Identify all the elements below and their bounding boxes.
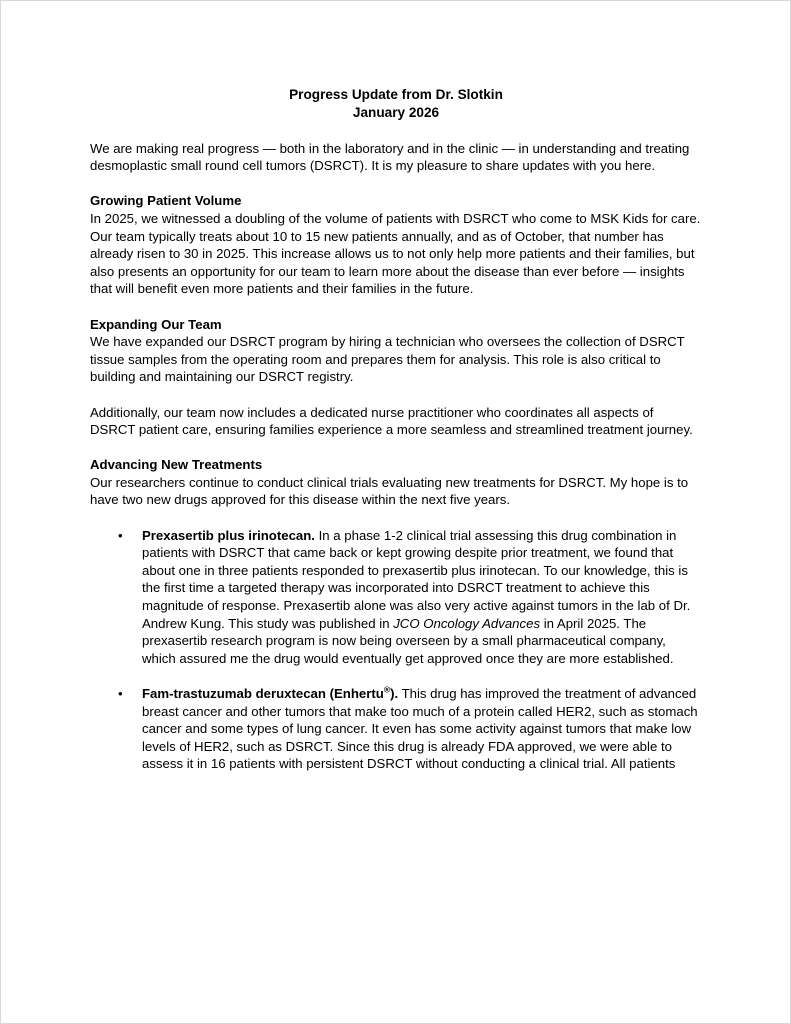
spacer [90, 509, 702, 527]
bullet-lead-prexasertib: Prexasertib plus irinotecan. [142, 527, 315, 543]
bullet-lead-enhertu-part1: Fam-trastuzumab deruxtecan (Enhertu [142, 686, 384, 701]
document-title-line1: Progress Update from Dr. Slotkin [289, 87, 503, 102]
section-paragraph-expanding-our-team-2: Additionally, our team now includes a dedicated nurse practitioner who coordinates all aspects of DSRCT patient care, ensuring families experience a more seamless and streamlined treatment journey. [90, 404, 693, 438]
section-paragraph-growing-patient-volume: In 2025, we witnessed a doubling of the volume of patients with DSRCT who come to MSK Kids for care. Our team typically treats about 10 to 15 new patients annually, and as of October, that number has already risen to 30 in 2025. This increase allows us to not only help more patients and their families, but also presents an opportunity for our team to learn more about the disease than ever before — insights that will benefit even more patients and their families in the future. [90, 210, 701, 297]
section-paragraph-expanding-our-team-1: We have expanded our DSRCT program by hiring a technician who oversees the collection of DSRCT tissue samples from the operating room and prepares them for analysis. This role is also critical to building and maintaining our DSRCT registry. [90, 334, 685, 385]
treatment-bullet-list [90, 527, 702, 773]
bullet-lead-enhertu-part2: ). [390, 686, 399, 701]
spacer [90, 439, 702, 457]
list-item [142, 527, 702, 668]
document-title [90, 86, 702, 122]
document-title-line2: January 2026 [352, 105, 440, 120]
bullet-text-prexasertib-part2: in April 2025. The prexasertib research program is now being overseen by a small pharmaceutical company, which assured me the drug would eventually get approved once they are more established. [142, 615, 674, 666]
bullet-journal-name: JCO Oncology Advances [393, 615, 541, 631]
document-content [90, 86, 702, 791]
spacer [90, 175, 702, 193]
spacer [90, 386, 702, 404]
bullet-text-prexasertib-part1: In a phase 1-2 clinical trial assessing this drug combination in patients with DSRCT that came back or kept growing despite prior treatment, we found that about one in three patients responded to prexasertib plus irinotecan. To our knowledge, this is the first time a targeted therapy was incorporated into DSRCT treatment to achieve this magnitude of response. Prexasertib alone was also very active against tumors in the lab of Dr. Andrew Kung. This study was published in [142, 527, 691, 631]
section-heading-advancing-new-treatments: Advancing New Treatments [90, 457, 263, 473]
section-paragraph-advancing-new-treatments: Our researchers continue to conduct clinical trials evaluating new treatments for DSRCT. My hope is to have two new drugs approved for this disease within the next five years. [90, 474, 689, 508]
section-heading-expanding-our-team: Expanding Our Team [90, 316, 222, 332]
section-heading-growing-patient-volume: Growing Patient Volume [90, 193, 242, 209]
bullet-text-enhertu: This drug has improved the treatment of advanced breast cancer and other tumors that make too much of a protein called HER2, such as stomach cancer and some types of lung cancer. It even has some activity against tumors that make low levels of HER2, such as DSRCT. Since this drug is already FDA approved, we were able to assess it in 16 patients with persistent DSRCT without conducting a clinical trial. All patients [142, 686, 698, 772]
spacer [90, 122, 702, 140]
registered-trademark-symbol: ® [383, 684, 391, 695]
intro-paragraph: We are making real progress — both in the laboratory and in the clinic — in understanding and treating desmoplastic small round cell tumors (DSRCT). It is my pleasure to share updates with you here. [90, 140, 690, 174]
list-item [142, 685, 702, 773]
spacer [90, 298, 702, 316]
